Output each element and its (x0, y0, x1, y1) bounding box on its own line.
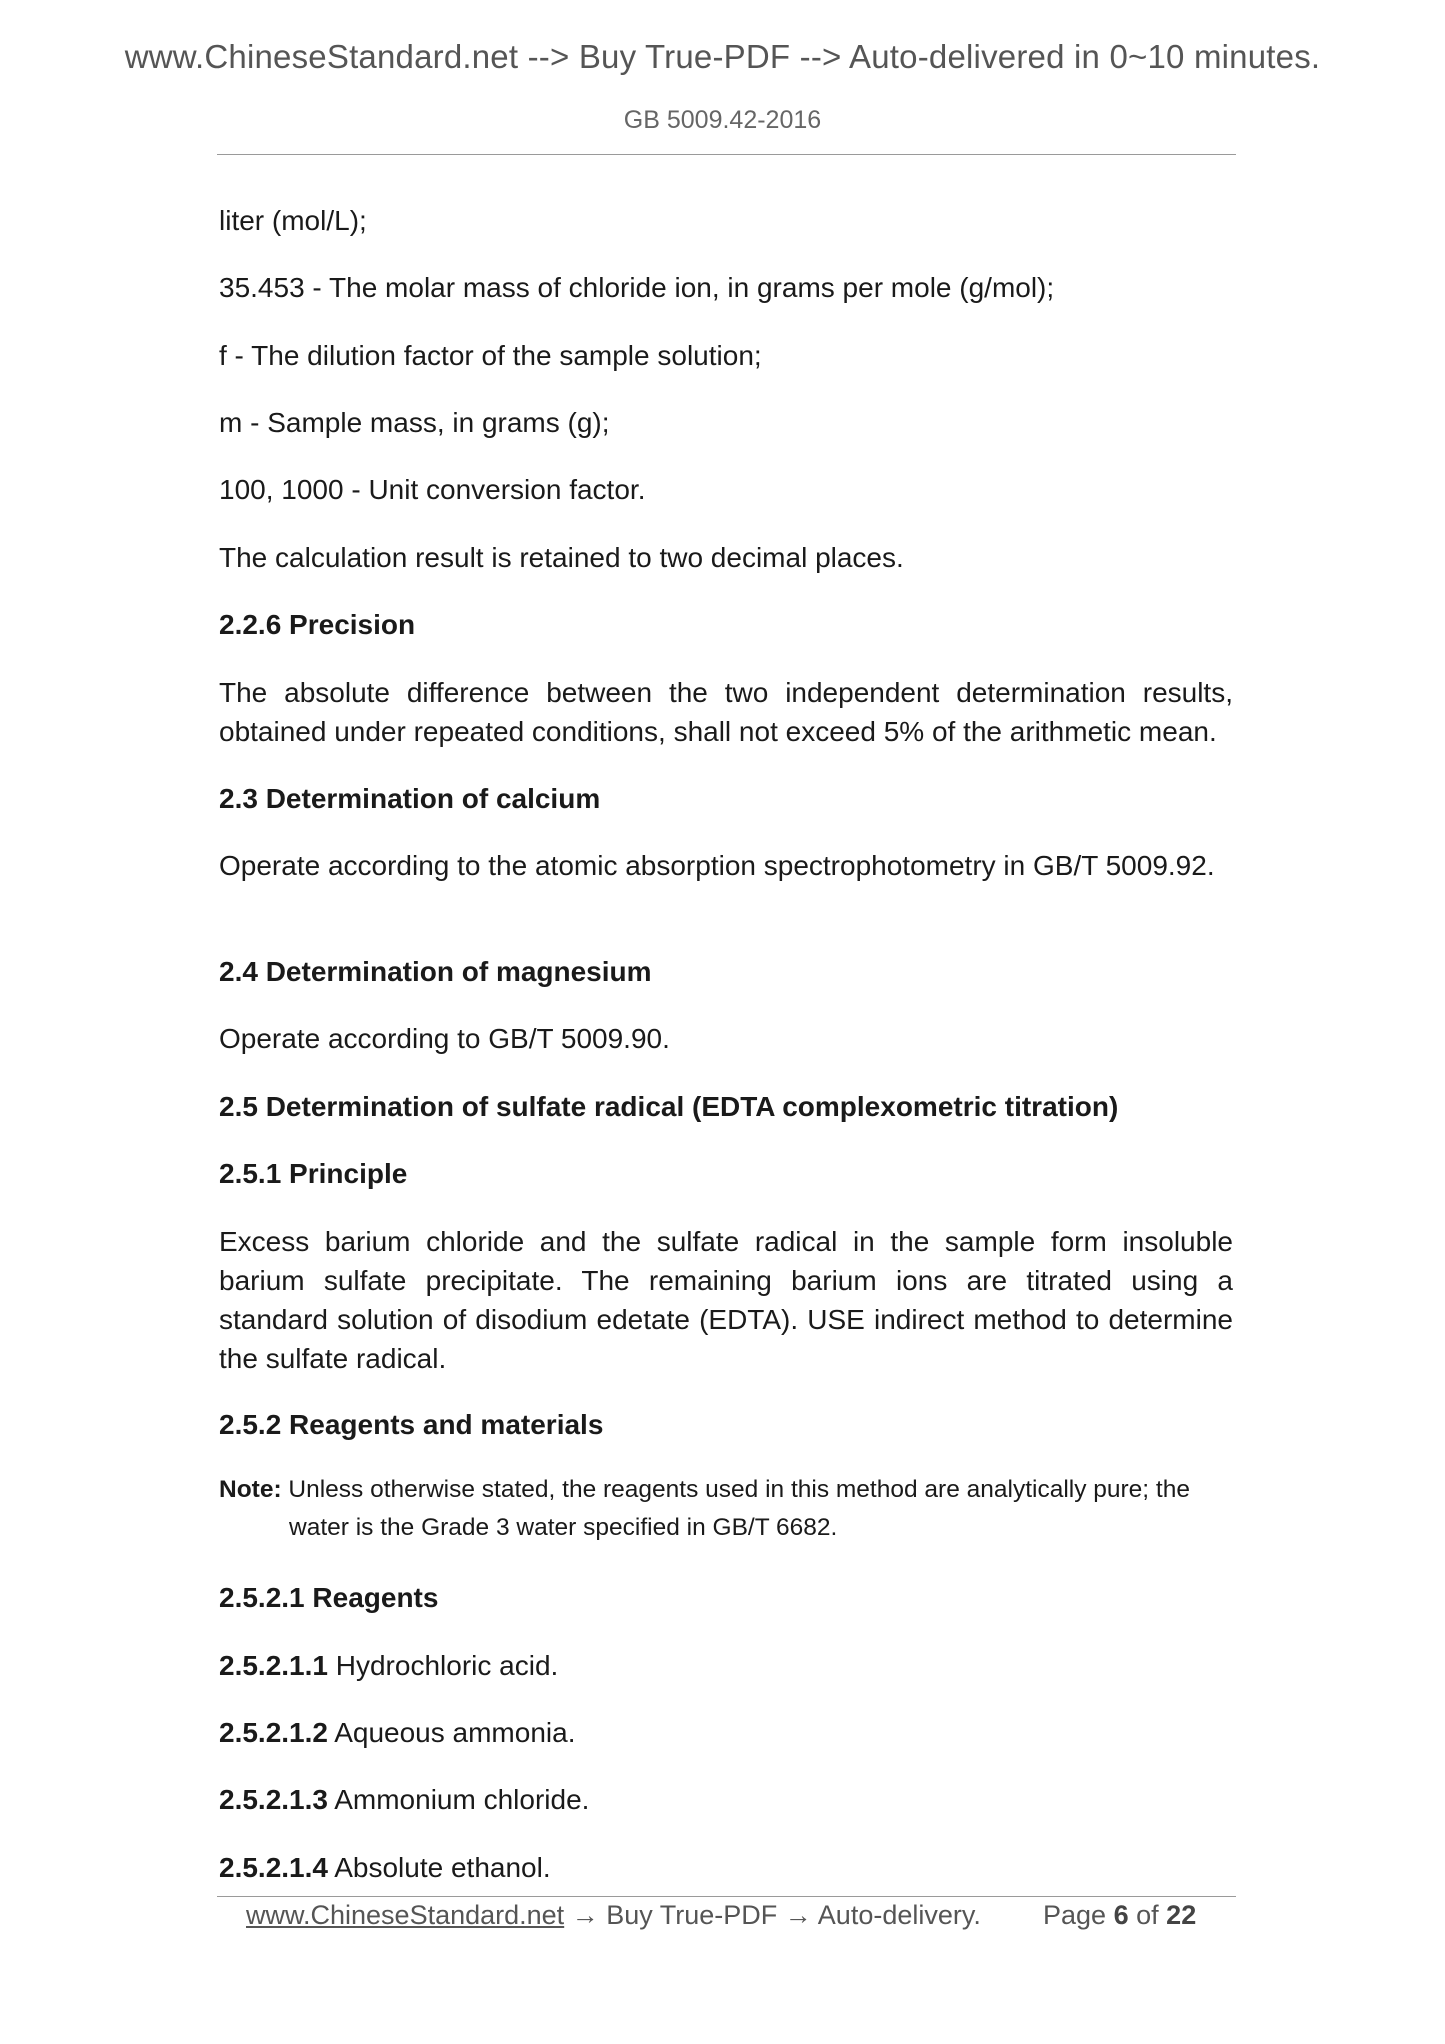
standard-number: GB 5009.42-2016 (623, 106, 822, 134)
note-text: Unless otherwise stated, the reagents used in this method are analytically pure; the (288, 1476, 1190, 1503)
paragraph-calcium: Operate according to the atomic absorption spectrophotometry in GB/T 5009.92. (219, 850, 1215, 881)
item-text: Ammonium chloride. (334, 1784, 590, 1815)
of-label: of (1136, 1900, 1159, 1930)
text-line: m - Sample mass, in grams (g); (219, 407, 610, 438)
list-item (219, 1646, 558, 1685)
item-number: 2.5.2.1.3 (219, 1784, 328, 1815)
item-number: 2.5.2.1.4 (219, 1852, 328, 1883)
text-line: f - The dilution factor of the sample solution; (219, 340, 762, 371)
item-text: Absolute ethanol. (334, 1852, 551, 1883)
arrow-right-icon: → (571, 1900, 599, 1930)
footer-divider (217, 1896, 1236, 1897)
section-heading-2-4: 2.4 Determination of magnesium (219, 956, 652, 987)
text-line: 35.453 - The molar mass of chloride ion, in grams per mole (g/mol); (219, 272, 1055, 303)
section-heading-2-5: 2.5 Determination of sulfate radical (EDTA complexometric titration) (219, 1091, 1119, 1122)
page-indicator (1043, 1900, 1196, 1931)
text-line: The calculation result is retained to two decimal places. (219, 542, 904, 573)
footer-promo (246, 1900, 981, 1931)
item-number: 2.5.2.1.1 (219, 1650, 328, 1681)
section-heading-2-2-6: 2.2.6 Precision (219, 609, 416, 640)
item-number: 2.5.2.1.2 (219, 1717, 328, 1748)
arrow-right-icon: → (784, 1900, 812, 1930)
section-heading-2-5-2-1: 2.5.2.1 Reagents (219, 1582, 439, 1613)
paragraph-principle: Excess barium chloride and the sulfate radical in the sample form insoluble barium sulfate precipitate. The remaining barium ions are titrated using a standard solution of disodium edetate (EDTA). USE indirect method to determine the sulfate radical. (219, 1226, 1233, 1374)
page-header-banner: www.ChineseStandard.net --> Buy True-PDF --> Auto-delivered in 0~10 minutes. (124, 38, 1321, 75)
paragraph-magnesium: Operate according to GB/T 5009.90. (219, 1023, 670, 1054)
note-block (219, 1471, 1233, 1547)
section-heading-2-5-2: 2.5.2 Reagents and materials (219, 1409, 604, 1440)
section-heading-2-3: 2.3 Determination of calcium (219, 783, 601, 814)
list-item (219, 1780, 589, 1819)
footer-delivery-text: Auto-delivery. (817, 1900, 981, 1930)
page-label: Page (1043, 1900, 1107, 1930)
list-item (219, 1713, 575, 1752)
text-line: 100, 1000 - Unit conversion factor. (219, 474, 646, 505)
item-text: Hydrochloric acid. (335, 1650, 559, 1681)
page-number: 6 (1113, 1900, 1129, 1930)
section-heading-2-5-1: 2.5.1 Principle (219, 1158, 408, 1189)
page-total: 22 (1166, 1900, 1197, 1930)
footer-link[interactable]: www.ChineseStandard.net (246, 1900, 565, 1930)
note-text-continued: water is the Grade 3 water specified in GB/T 6682. (289, 1514, 838, 1541)
item-text: Aqueous ammonia. (334, 1717, 576, 1748)
footer-buy-text: Buy True-PDF (606, 1900, 778, 1930)
text-line: liter (mol/L); (219, 205, 367, 236)
paragraph-precision: The absolute difference between the two independent determination results, obtained under repeated conditions, shall not exceed 5% of the arithmetic mean. (219, 677, 1233, 747)
header-divider (217, 154, 1236, 155)
list-item (219, 1848, 551, 1887)
note-label: Note: (219, 1476, 282, 1503)
